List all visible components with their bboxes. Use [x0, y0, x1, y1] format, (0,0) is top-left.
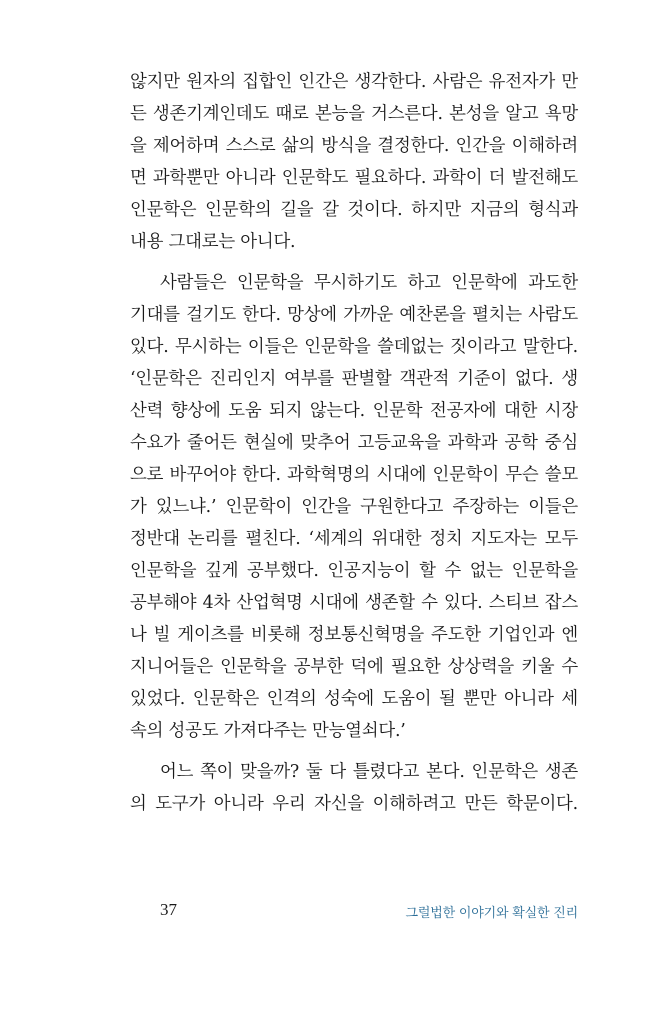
- text-line: 있었다. 인문학은 인격의 성숙에 도움이 될 뿐만 아니라 세: [130, 689, 578, 709]
- paragraph: [130, 756, 578, 820]
- text-line: 가 있느냐.’ 인문학이 인간을 구원한다고 주장하는 이들은: [130, 497, 578, 517]
- paragraph: [130, 267, 578, 747]
- text-line: 인문학을 깊게 공부했다. 인공지능이 할 수 없는 인문학을: [130, 561, 578, 581]
- text-line: 어느 쪽이 맞을까? 둘 다 틀렸다고 본다. 인문학은 생존: [160, 762, 578, 782]
- text-line: 나 빌 게이츠를 비롯해 정보통신혁명을 주도한 기업인과 엔: [130, 625, 578, 645]
- text-line: 든 생존기계인데도 때로 본능을 거스른다. 본성을 알고 욕망: [130, 104, 578, 124]
- text-line: 산력 향상에 도움 되지 않는다. 인문학 전공자에 대한 시장: [130, 401, 578, 421]
- text-line: 수요가 줄어든 현실에 맞추어 고등교육을 과학과 공학 중심: [130, 433, 578, 453]
- text-line: 정반대 논리를 펼친다. ‘세계의 위대한 정치 지도자는 모두: [130, 529, 578, 549]
- body-text: [130, 66, 578, 820]
- text-line: 속의 성공도 가져다주는 만능열쇠다.’: [130, 721, 406, 741]
- text-line: 있다. 무시하는 이들은 인문학을 쓸데없는 짓이라고 말한다.: [130, 337, 578, 357]
- text-line: ‘인문학은 진리인지 여부를 판별할 객관적 기준이 없다. 생: [130, 369, 578, 389]
- text-line: 않지만 원자의 집합인 인간은 생각한다. 사람은 유전자가 만: [130, 72, 578, 92]
- text-line: 면 과학뿐만 아니라 인문학도 필요하다. 과학이 더 발전해도: [130, 168, 578, 188]
- text-line: 기대를 걸기도 한다. 망상에 가까운 예찬론을 펼치는 사람도: [130, 305, 578, 325]
- text-line: 내용 그대로는 아니다.: [130, 232, 296, 252]
- text-line: 으로 바꾸어야 한다. 과학혁명의 시대에 인문학이 무슨 쓸모: [130, 465, 578, 485]
- text-line: 사람들은 인문학을 무시하기도 하고 인문학에 과도한: [160, 273, 578, 293]
- text-line: 공부해야 4차 산업혁명 시대에 생존할 수 있다. 스티브 잡스: [130, 593, 578, 613]
- text-line: 을 제어하며 스스로 삶의 방식을 결정한다. 인간을 이해하려: [130, 136, 578, 156]
- text-line: 지니어들은 인문학을 공부한 덕에 필요한 상상력을 키울 수: [130, 657, 578, 677]
- text-line: 인문학은 인문학의 길을 갈 것이다. 하지만 지금의 형식과: [130, 200, 578, 220]
- running-title: 그럴법한 이야기와 확실한 진리: [405, 906, 578, 921]
- page-footer: [130, 900, 578, 924]
- page-number: 37: [160, 900, 177, 919]
- text-line: 의 도구가 아니라 우리 자신을 이해하려고 만든 학문이다.: [130, 794, 578, 814]
- paragraph: [130, 66, 578, 258]
